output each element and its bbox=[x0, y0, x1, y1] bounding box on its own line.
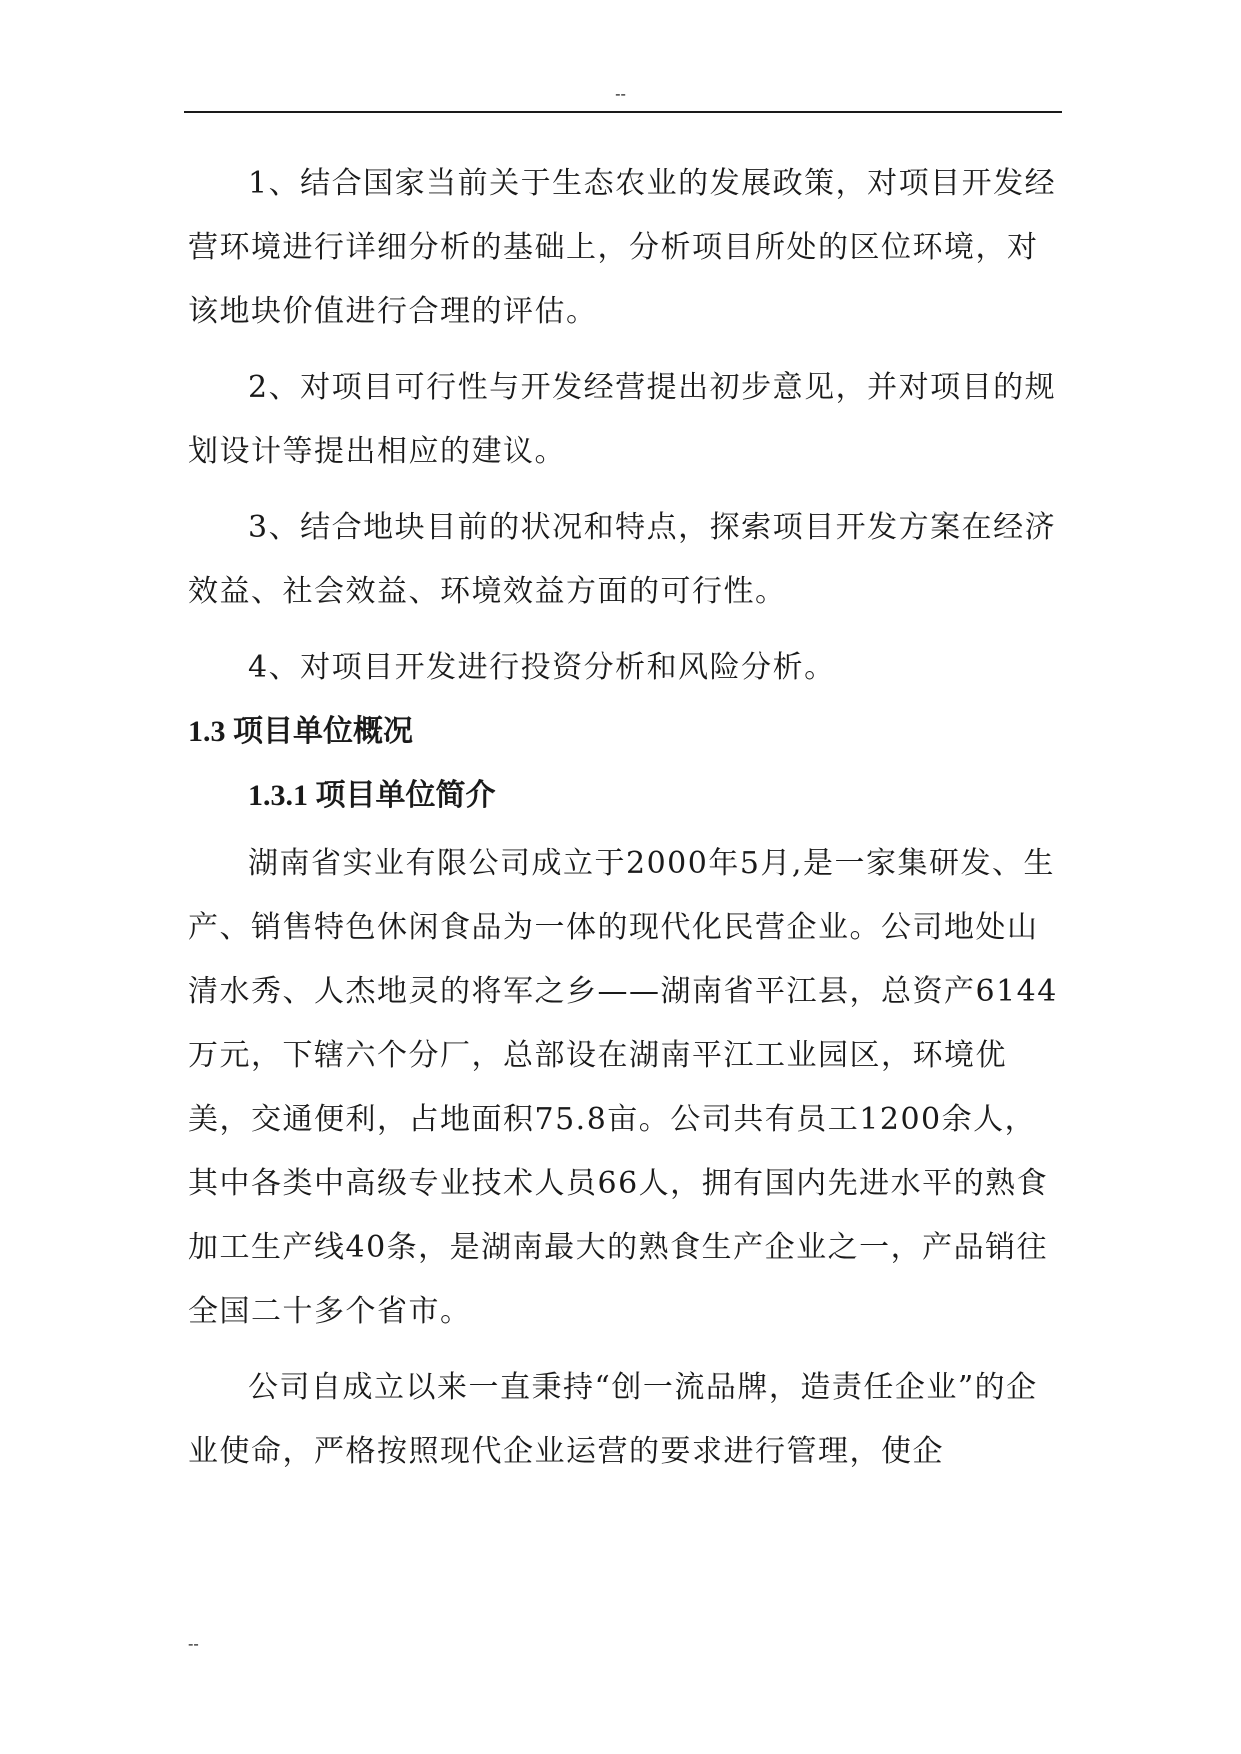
footer-mark: -- bbox=[188, 1634, 199, 1653]
list-item-1: 1、结合国家当前关于生态农业的发展政策，对项目开发经营环境进行详细分析的基础上，分析项目所处的区位环境，对该地块价值进行合理的评估。 bbox=[188, 166, 1057, 329]
section-heading: 1.3 项目单位概况 bbox=[188, 715, 413, 748]
header-mark: -- bbox=[615, 84, 626, 103]
document-body bbox=[188, 152, 1060, 1484]
header-rule bbox=[184, 111, 1062, 113]
company-mission-paragraph: 公司自成立以来一直秉持“创一流品牌，造责任企业”的企业使命，严格按照现代企业运营的要求进行管理，使企 bbox=[188, 1370, 1038, 1469]
list-item-2: 2、对项目可行性与开发经营提出初步意见，并对项目的规划设计等提出相应的建议。 bbox=[188, 370, 1057, 469]
subsection-heading: 1.3.1 项目单位简介 bbox=[248, 779, 496, 812]
list-item-4: 4、对项目开发进行投资分析和风险分析。 bbox=[248, 650, 836, 685]
list-item-3: 3、结合地块目前的状况和特点，探索项目开发方案在经济效益、社会效益、环境效益方面的可行性。 bbox=[188, 510, 1057, 609]
company-intro-paragraph: 湖南省实业有限公司成立于2000年5月,是一家集研发、生产、销售特色休闲食品为一体的现代化民营企业。公司地处山清水秀、人杰地灵的将军之乡——湖南省平江县，总资产6144万元，下辖六个分厂，总部设在湖南平江工业园区，环境优美，交通便利，占地面积75.8亩。公司共有员工1200余人，其中各类中高级专业技术人员66人，拥有国内先进水平的熟食加工生产线40条，是湖南最大的熟食生产企业之一，产品销往全国二十多个省市。 bbox=[188, 846, 1058, 1329]
